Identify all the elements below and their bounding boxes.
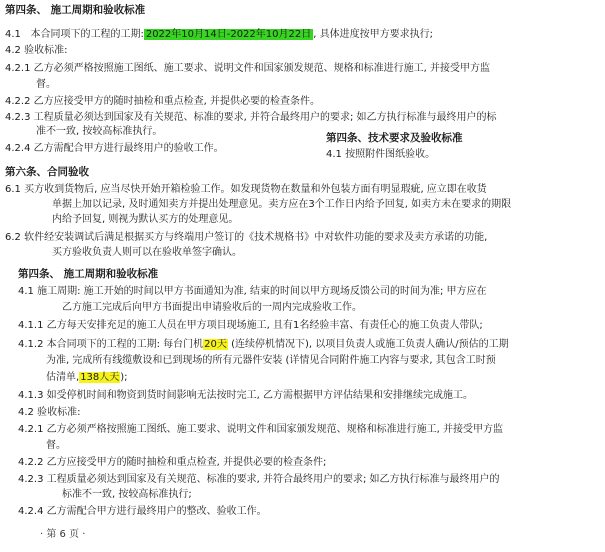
clause-4-1-2 — [18, 338, 509, 351]
highlighted-person-days: 138人天 — [80, 372, 120, 383]
clause-4-1-2-cont-1: 为准, 完成所有线缆敷设和已到现场的所有元器件安装 (详情见合同附件施工内容与要求, 其包含工时预 — [46, 355, 496, 366]
section1-heading: 第四条、 施工周期和验收标准 — [5, 4, 146, 16]
section3-heading: 第四条、 施工周期和验收标准 — [18, 268, 159, 280]
clause-4-2: 4.2 验收标准: — [5, 45, 68, 56]
clause-4-2-1: 4.2.1 乙方必须严格按照施工图纸、施工要求、说明文件和国家颁发规范、规格和标准进行施工, 并接受甲方监 — [18, 424, 503, 435]
clause-text-tail: , 具体进度按甲方要求执行; — [313, 29, 433, 40]
clause-4-1-2-cont-2 — [46, 371, 128, 384]
inset-heading: 第四条、技术要求及验收标准 — [326, 132, 463, 144]
page-number-text: 第 6 页 — [46, 529, 80, 540]
clause-6-1: 6.1 买方收到货物后, 应当尽快开始开箱检验工作。如发现货物在数量和外包装方面有明显瑕疵, 应立即在收货 — [5, 184, 487, 195]
clause-4-2-2: 4.2.2 乙方应接受甲方的随时抽检和重点检查, 并提供必要的检查条件; — [18, 457, 327, 468]
clause-number: 4.1 — [5, 29, 21, 40]
inset-line: 4.1 按照附件图纸验收。 — [326, 149, 436, 160]
clause-text: 4.1.2 本合同项下的工程的工期: 每台门机 — [18, 339, 204, 350]
clause-4-1-1: 4.1.1 乙方每天安排充足的施工人员在甲方项目现场施工, 且有1名经验丰富、有责任心的施工负责人带队; — [18, 320, 483, 331]
highlighted-days: 20天 — [204, 339, 227, 350]
clause-4-2-3-cont: 标准不一致, 按较高标准执行; — [62, 489, 192, 500]
clause-4-2-2: 4.2.2 乙方应接受甲方的随时抽检和重点检查, 并提供必要的检查条件。 — [5, 96, 320, 107]
clause-4-2-3: 4.2.3 工程质量必须达到国家及有关规范、标准的要求, 并符合最终用户的要求; 如乙方执行标准与最终用户的 — [18, 474, 500, 485]
clause-4-1-3: 4.1.3 如受停机时间和物资到货时间影响无法按时完工, 乙方需根据甲方评估结果和安排继续完成施工。 — [18, 390, 473, 401]
clause-4-2-4: 4.2.4 乙方需配合甲方进行最终用户的验收工作。 — [5, 143, 224, 154]
section2-heading: 第六条、合同验收 — [5, 166, 89, 178]
clause-4-2-1-cont: 督。 — [46, 440, 66, 451]
clause-text-tail: (连续停机情况下), 以项目负责人或施工负责人确认/预估的工期 — [227, 339, 509, 350]
bullet-dot: · — [40, 529, 47, 540]
clause-text: 本合同项下的工程的工期: — [30, 29, 144, 40]
clause-6-1-cont-1: 单据上加以记录, 及时通知卖方并提出处理意见。卖方应在3个工作日内给予回复, 如卖方未在要求的期限 — [52, 199, 512, 210]
page-number — [40, 528, 85, 541]
clause-text-tail: ); — [120, 372, 128, 383]
clause-4-2-4: 4.2.4 乙方需配合甲方进行最终用户的整改、验收工作。 — [18, 506, 267, 517]
highlighted-dates: 2022年10月14日-2022年10月22日 — [145, 29, 312, 40]
bullet-dot: · — [79, 529, 86, 540]
clause-4-1-cont: 乙方施工完成后向甲方书面提出申请验收后的一周内完成验收工作。 — [62, 302, 362, 313]
clause-6-1-cont-2: 内给予回复, 则视为默认买方的处理意见。 — [52, 214, 239, 225]
clause-4-2-1-cont: 督。 — [36, 79, 56, 90]
clause-6-2: 6.2 软件经安装调试后满足根据买方与终端用户签订的《技术规格书》中对软件功能的要求及卖方承诺的功能, — [5, 232, 488, 243]
clause-4-2-3-cont: 准不一致, 按较高标准执行。 — [36, 126, 163, 137]
clause-4-2-1: 4.2.1 乙方必须严格按照施工图纸、施工要求、说明文件和国家颁发规范、规格和标准进行施工, 并接受甲方监 — [5, 63, 490, 74]
clause-4-1: 4.1 施工周期: 施工开始的时间以甲方书面通知为准, 结束的时间以甲方现场反馈公司的时间为准; 甲方应在 — [18, 286, 487, 297]
clause-4-2-3: 4.2.3 工程质量必须达到国家及有关规范、标准的要求, 并符合最终用户的要求; 如乙方执行标准与最终用户的标 — [5, 112, 497, 123]
clause-6-2-cont: 买方验收负责人则可以在验收单签字确认。 — [52, 247, 242, 258]
clause-4-2: 4.2 验收标准: — [18, 407, 81, 418]
clause-4-1-line — [5, 28, 433, 41]
clause-text: 估清单, — [46, 372, 80, 383]
